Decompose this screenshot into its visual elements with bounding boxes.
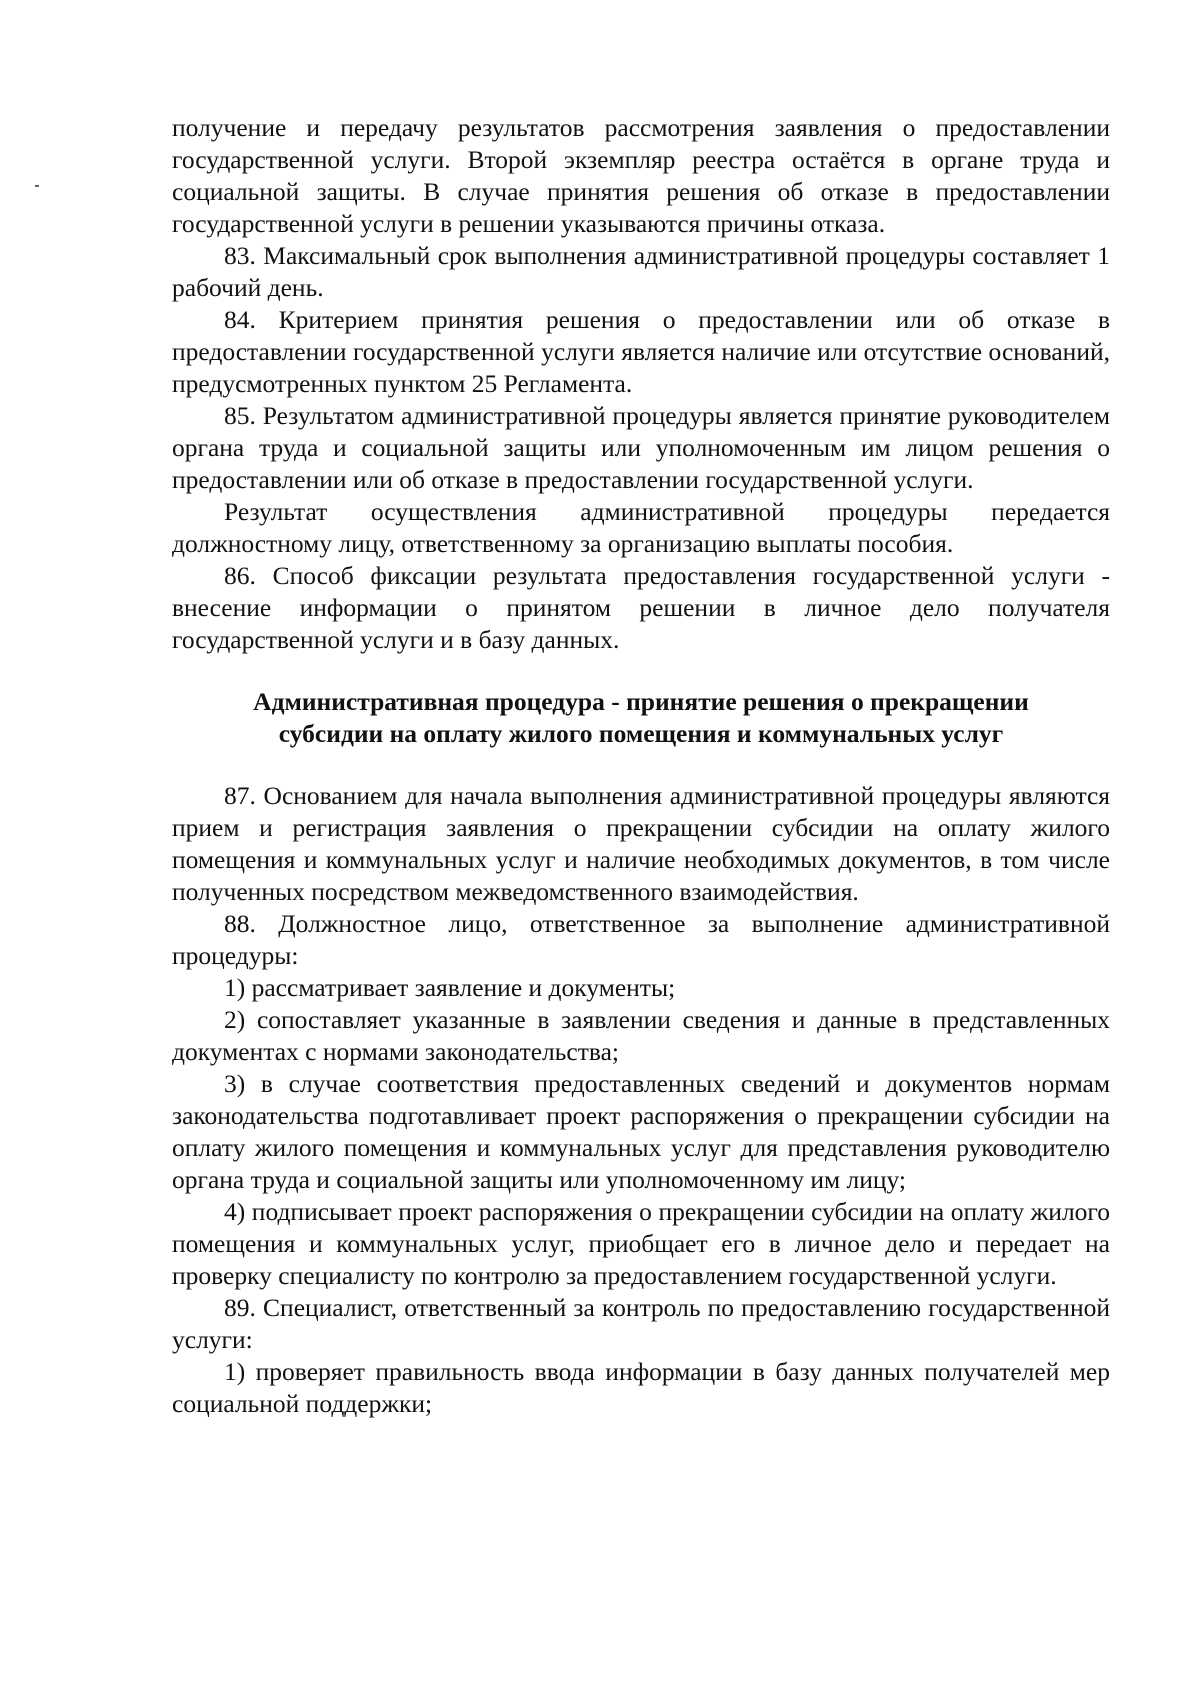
paragraph-86: 86. Способ фиксации результата предоставления государственной услуги - внесение информации о принятом решении в личное дело получателя государственной услуги и в базу данных.	[172, 561, 1110, 654]
paragraph-85: 85. Результатом административной процедуры является принятие руководителем органа труда и социальной защиты или уполномоченным им лицом решения о предоставлении или об отказе в предоставлении государственной услуги.	[172, 401, 1110, 494]
list-item-88-4: 4) подписывает проект распоряжения о прекращении субсидии на оплату жилого помещения и коммунальных услуг, приобщает его в личное дело и передает на проверку специалисту по контролю за предоставлением государственной услуги.	[172, 1197, 1110, 1290]
paragraph-89: 89. Специалист, ответственный за контроль по предоставлению государственной услуги:	[172, 1293, 1110, 1354]
paragraph-84: 84. Критерием принятия решения о предоставлении или об отказе в предоставлении государственной услуги является наличие или отсутствие оснований, предусмотренных пунктом 25 Регламента.	[172, 305, 1110, 398]
paragraph-83: 83. Максимальный срок выполнения административной процедуры составляет 1 рабочий день.	[172, 241, 1110, 302]
paragraph-continuation: получение и передачу результатов рассмотрения заявления о предоставлении государственной услуги. Второй экземпляр реестра остаётся в органе труда и социальной защиты. В случае принятия решения об отказе в предоставлении государственной услуги в решении указываются причины отказа.	[172, 113, 1110, 238]
section-heading-line-1: Административная процедура - принятие решения о прекращении	[253, 687, 1029, 716]
section-heading-line-2: субсидии на оплату жилого помещения и коммунальных услуг	[278, 719, 1004, 748]
list-item-88-1: 1) рассматривает заявление и документы;	[224, 973, 676, 1002]
document-body	[172, 112, 1110, 1420]
list-item-88-2: 2) сопоставляет указанные в заявлении сведения и данные в представленных документах с нормами законодательства;	[172, 1005, 1110, 1066]
paragraph-85-result: Результат осуществления административной процедуры передается должностному лицу, ответственному за организацию выплаты пособия.	[172, 497, 1110, 558]
paragraph-87: 87. Основанием для начала выполнения административной процедуры являются прием и регистрация заявления о прекращении субсидии на оплату жилого помещения и коммунальных услуг и наличие необходимых документов, в том числе полученных посредством межведомственного взаимодействия.	[172, 781, 1110, 906]
paragraph-88: 88. Должностное лицо, ответственное за выполнение административной процедуры:	[172, 909, 1110, 970]
section-heading	[172, 686, 1110, 750]
scan-artifact	[35, 185, 39, 187]
list-item-89-1: 1) проверяет правильность ввода информации в базу данных получателей мер социальной поддержки;	[172, 1357, 1110, 1418]
list-item-88-3: 3) в случае соответствия предоставленных сведений и документов нормам законодательства подготавливает проект распоряжения о прекращении субсидии на оплату жилого помещения и коммунальных услуг для представления руководителю органа труда и социальной защиты или уполномоченному им лицу;	[172, 1069, 1110, 1194]
